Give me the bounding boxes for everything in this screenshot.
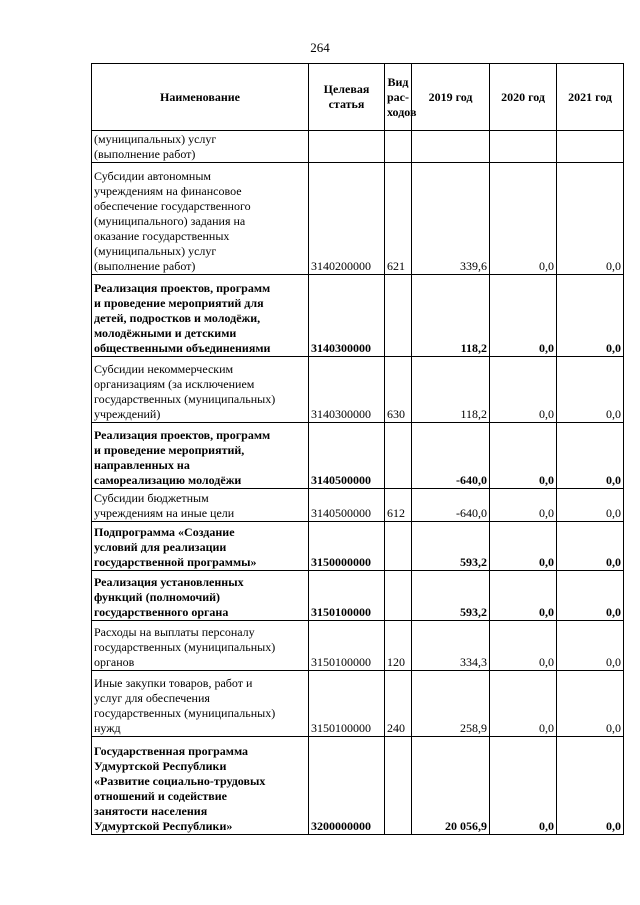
row-type — [385, 275, 412, 357]
row-type — [385, 571, 412, 621]
row-target: 3140300000 — [309, 357, 385, 423]
row-2021: 0,0 — [557, 522, 624, 571]
row-type — [385, 737, 412, 835]
row-2019: 593,2 — [412, 571, 490, 621]
budget-table — [91, 63, 624, 835]
row-2021: 0,0 — [557, 163, 624, 275]
table-row — [92, 571, 624, 621]
row-target: 3140500000 — [309, 489, 385, 522]
row-2021: 0,0 — [557, 275, 624, 357]
row-type: 612 — [385, 489, 412, 522]
row-target — [309, 131, 385, 163]
row-2019: 339,6 — [412, 163, 490, 275]
row-2019 — [412, 131, 490, 163]
header-row — [92, 64, 624, 131]
row-2020: 0,0 — [490, 357, 557, 423]
header-name: Наименование — [92, 64, 309, 131]
table-row — [92, 621, 624, 671]
table-row — [92, 275, 624, 357]
row-target: 3150000000 — [309, 522, 385, 571]
row-target: 3150100000 — [309, 571, 385, 621]
row-2019: 20 056,9 — [412, 737, 490, 835]
header-2020: 2020 год — [490, 64, 557, 131]
row-2021 — [557, 131, 624, 163]
table-row — [92, 357, 624, 423]
row-name: Субсидии автономным учреждениям на финансовое обеспечение государственного (муниципального) задания на оказание государственных (муниципальных) услуг (выполнение работ) — [92, 163, 309, 275]
row-type: 621 — [385, 163, 412, 275]
row-name: Иные закупки товаров, работ и услуг для обеспечения государственных (муниципальных) нужд — [92, 671, 309, 737]
row-2020: 0,0 — [490, 163, 557, 275]
row-2021: 0,0 — [557, 489, 624, 522]
row-2019: 258,9 — [412, 671, 490, 737]
row-2019: -640,0 — [412, 489, 490, 522]
row-2019: 118,2 — [412, 275, 490, 357]
row-2021: 0,0 — [557, 621, 624, 671]
row-2020 — [490, 131, 557, 163]
row-name: Реализация проектов, программ и проведение мероприятий, направленных на самореализацию молодёжи — [92, 423, 309, 489]
header-target: Целевая статья — [309, 64, 385, 131]
row-type — [385, 522, 412, 571]
table-row — [92, 489, 624, 522]
header-2019: 2019 год — [412, 64, 490, 131]
row-name: Субсидии некоммерческим организациям (за исключением государственных (муниципальных) учреждений) — [92, 357, 309, 423]
header-expense-type: Вид рас-ходов — [385, 64, 412, 131]
row-name: Расходы на выплаты персоналу государственных (муниципальных) органов — [92, 621, 309, 671]
table-row — [92, 131, 624, 163]
row-name: Государственная программа Удмуртской Республики «Развитие социально-трудовых отношений и содействие занятости населения Удмуртской Республики» — [92, 737, 309, 835]
row-type: 240 — [385, 671, 412, 737]
row-target: 3140300000 — [309, 275, 385, 357]
row-type: 120 — [385, 621, 412, 671]
row-2020: 0,0 — [490, 275, 557, 357]
page-number: 264 — [310, 40, 330, 55]
row-2021: 0,0 — [557, 737, 624, 835]
row-name: Субсидии бюджетным учреждениям на иные цели — [92, 489, 309, 522]
row-target: 3200000000 — [309, 737, 385, 835]
row-type — [385, 131, 412, 163]
row-2021: 0,0 — [557, 423, 624, 489]
row-2019: 118,2 — [412, 357, 490, 423]
row-2020: 0,0 — [490, 522, 557, 571]
table-row — [92, 737, 624, 835]
table-row — [92, 163, 624, 275]
row-name: (муниципальных) услуг (выполнение работ) — [92, 131, 309, 163]
row-target: 3150100000 — [309, 671, 385, 737]
row-2020: 0,0 — [490, 671, 557, 737]
row-2020: 0,0 — [490, 621, 557, 671]
header-2021: 2021 год — [557, 64, 624, 131]
row-2020: 0,0 — [490, 737, 557, 835]
row-type — [385, 423, 412, 489]
row-2021: 0,0 — [557, 671, 624, 737]
row-2021: 0,0 — [557, 571, 624, 621]
row-2020: 0,0 — [490, 423, 557, 489]
row-type: 630 — [385, 357, 412, 423]
row-2020: 0,0 — [490, 571, 557, 621]
row-target: 3150100000 — [309, 621, 385, 671]
row-2021: 0,0 — [557, 357, 624, 423]
table-row — [92, 671, 624, 737]
row-name: Реализация установленных функций (полномочий) государственного органа — [92, 571, 309, 621]
row-name: Реализация проектов, программ и проведение мероприятий для детей, подростков и молодёжи, молодёжными и детскими общественными объединениями — [92, 275, 309, 357]
row-target: 3140500000 — [309, 423, 385, 489]
row-2019: -640,0 — [412, 423, 490, 489]
table-row — [92, 423, 624, 489]
row-target: 3140200000 — [309, 163, 385, 275]
row-2020: 0,0 — [490, 489, 557, 522]
table-row — [92, 522, 624, 571]
row-name: Подпрограмма «Создание условий для реализации государственной программы» — [92, 522, 309, 571]
row-2019: 334,3 — [412, 621, 490, 671]
row-2019: 593,2 — [412, 522, 490, 571]
